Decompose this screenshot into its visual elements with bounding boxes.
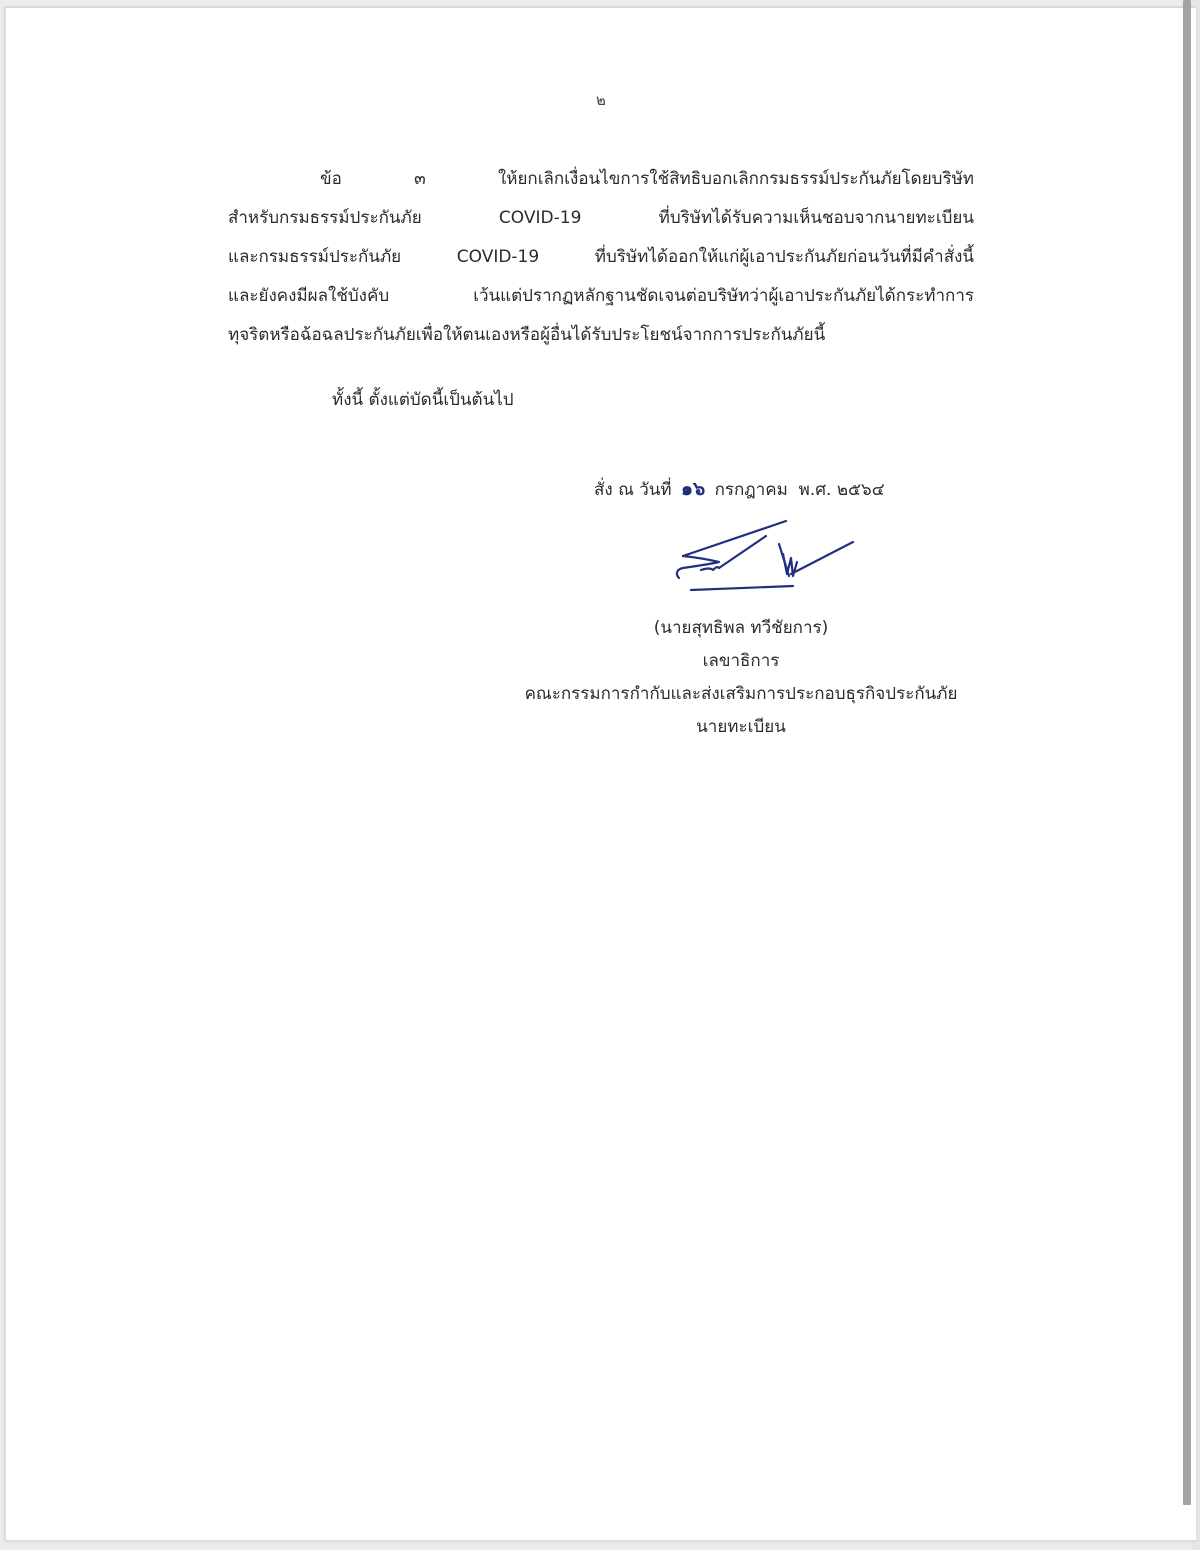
signatory-name: (นายสุทธิพล ทวีชัยการ) — [653, 618, 829, 638]
date-year: พ.ศ. ๒๕๖๔ — [798, 480, 885, 500]
signatory-role: นายทะเบียน — [696, 717, 786, 737]
date-prefix: สั่ง ณ วันที่ — [594, 480, 672, 500]
paragraph-line: สำหรับกรมธรรม์ประกันภัย COVID-19 ที่บริษัทได้รับความเห็นชอบจากนายทะเบียน — [228, 208, 974, 228]
signatory-block — [506, 612, 976, 744]
paragraph-line: และกรมธรรม์ประกันภัย COVID-19 ที่บริษัทได้ออกให้แก่ผู้เอาประกันภัยก่อนวันที่มีคำสั่งนี้ — [228, 247, 974, 267]
paragraph-line: ทุจริตหรือฉ้อฉลประกันภัยเพื่อให้ตนเองหรือผู้อื่นได้รับประโยชน์จากการประกันภัยนี้ — [228, 325, 826, 345]
order-date — [594, 474, 885, 504]
page-number: ๒ — [596, 91, 606, 109]
paragraph-line: ข้อ ๓ ให้ยกเลิกเงื่อนไขการใช้สิทธิบอกเลิกกรมธรรม์ประกันภัยโดยบริษัท — [320, 169, 974, 189]
signatory-organization: คณะกรรมการกำกับและส่งเสริมการประกอบธุรกิจประกันภัย — [524, 684, 958, 704]
signatory-title: เลขาธิการ — [702, 651, 780, 671]
clause-paragraph — [228, 160, 974, 355]
document-page — [4, 6, 1196, 1540]
signature-icon — [671, 518, 861, 598]
date-month: กรกฎาคม — [714, 480, 788, 500]
vertical-scrollbar[interactable] — [1183, 0, 1191, 1505]
date-day: ๑๖ — [681, 478, 706, 500]
paragraph-line: และยังคงมีผลใช้บังคับ เว้นแต่ปรากฏหลักฐานชัดเจนต่อบริษัทว่าผู้เอาประกันภัยได้กระทำการ — [228, 286, 974, 306]
closing-statement: ทั้งนี้ ตั้งแต่บัดนี้เป็นต้นไป — [332, 390, 514, 410]
